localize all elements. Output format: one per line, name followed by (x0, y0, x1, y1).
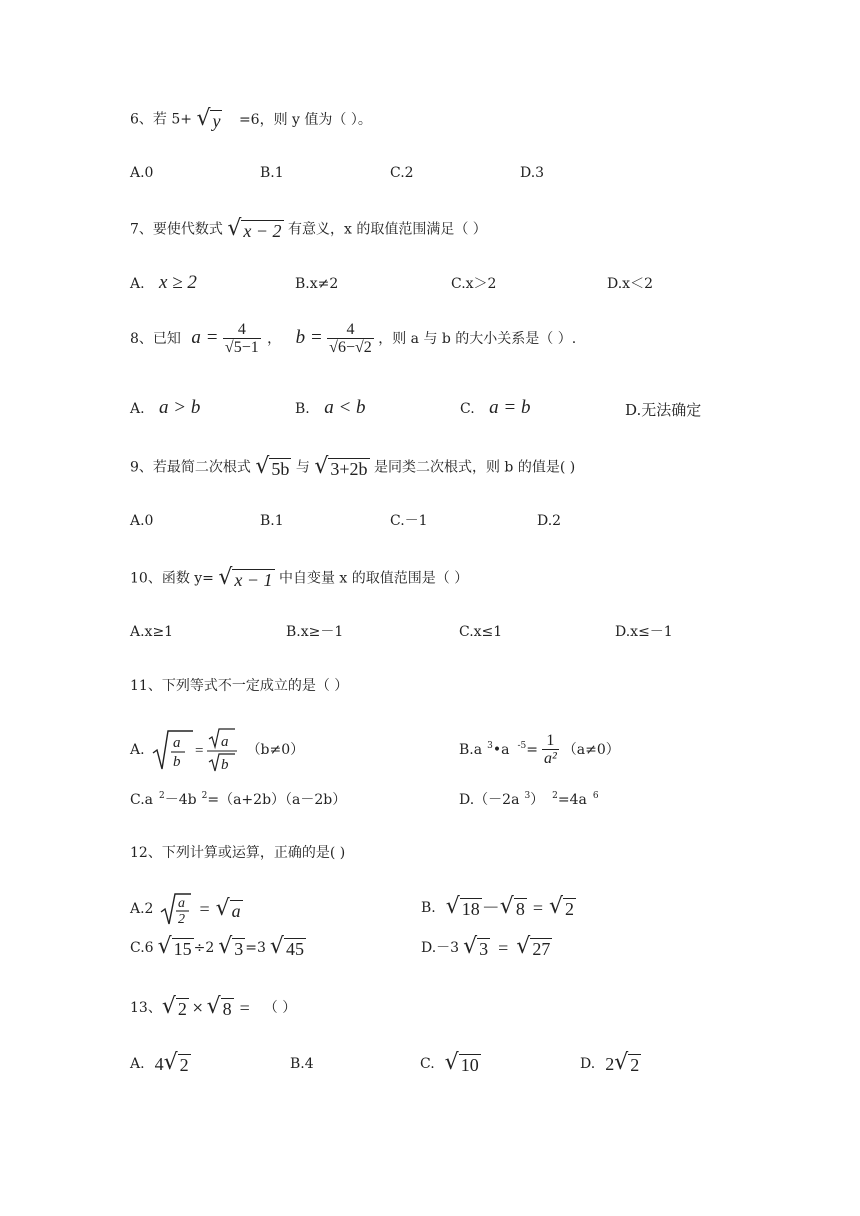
q6-suffix: =6，则 y 值为（ ）。 (238, 111, 372, 128)
q6-prefix: 6、若 5+ (130, 111, 192, 128)
q12-title: 12、下列计算或运算，正确的是( ) (130, 845, 346, 861)
q12-c-op: ÷2 (193, 939, 215, 956)
q12-b-op: － (481, 897, 500, 918)
q11-a-letter: A. (130, 742, 145, 758)
q8-b-expr: a < b (324, 397, 366, 418)
q8-a-expr: a > b (159, 397, 201, 418)
q6-radicand: y (212, 111, 221, 131)
q13-stem (130, 996, 296, 1019)
q13-a-radicand: 2 (179, 1055, 189, 1075)
q10-option-d: D.x≤－1 (615, 624, 673, 640)
q7-prefix: 7、要使代数式 (130, 221, 223, 238)
q12-c-eq: =3 (245, 939, 266, 956)
q7-suffix: 有意义，x 的取值范围满足（ ） (288, 221, 487, 238)
q8-b-num: 4 (346, 321, 355, 338)
q10-stem (130, 567, 468, 590)
q6-option-b: B.1 (260, 165, 284, 181)
q11-c-sup-1: 2 (159, 791, 165, 801)
q11-c-text-1: C.a (130, 792, 154, 808)
q13-prefix: 13、 (130, 999, 162, 1016)
q13-d-pre: D. (580, 1055, 596, 1072)
q8-b-eq: b = (295, 327, 323, 348)
q13-option-b: B.4 (290, 1056, 314, 1072)
q7-sqrt: √ x − 2 (227, 216, 282, 241)
q12-d-pre: D.－3 (421, 939, 460, 956)
q12-d-radicand-1: 3 (479, 939, 489, 959)
q8-option-d: D.无法确定 (625, 401, 702, 419)
q9-option-d: D.2 (537, 513, 562, 529)
q10-option-b: B.x≥－1 (286, 624, 344, 640)
q8-a-letter: A. (130, 401, 145, 417)
q13-c-sqrt: √ 10 (444, 1050, 479, 1075)
q9-stem (130, 456, 575, 479)
q11-c-text-2: －4b (164, 792, 197, 808)
q12-b-eq: = (532, 897, 543, 918)
q6-option-c: C.2 (390, 165, 414, 181)
q8-option-c (460, 398, 530, 419)
q12-b-radicand-1: 18 (461, 899, 480, 919)
q9-option-a: A.0 (130, 513, 154, 529)
q11-a-left-den: b (172, 754, 181, 770)
q12-option-a (130, 892, 243, 926)
q12-b-sqrt-1: √ 18 (445, 894, 480, 919)
q12-c-pre: C.6 (130, 939, 154, 956)
q12-option-d (421, 936, 552, 959)
q6-option-a: A.0 (130, 165, 154, 181)
q13-option-a (130, 1052, 191, 1075)
q11-title: 11、下列等式不一定成立的是（ ） (130, 678, 349, 694)
q11-b-fraction (542, 733, 559, 767)
q8-option-b (295, 398, 366, 419)
q12-c-sqrt-1: √ 15 (157, 934, 192, 959)
q12-b-sqrt-3: √ 2 (548, 894, 574, 919)
q7-option-a (130, 273, 197, 294)
q7-radicand: x − 2 (243, 221, 282, 241)
q6-sqrt-y: √ y (196, 106, 221, 131)
q12-a-frac-num: a (178, 896, 186, 911)
q13-d-sqrt: √ 2 (614, 1050, 640, 1075)
q9-option-b: B.1 (260, 513, 284, 529)
q11-a-right-den: b (220, 757, 229, 773)
q13-op: × (191, 999, 204, 1016)
q7-option-d: D.x＜2 (607, 276, 653, 292)
q11-option-d (459, 790, 599, 810)
q7-option-c: C.x＞2 (451, 276, 497, 292)
q10-radicand: x − 1 (234, 570, 273, 590)
q12-b-radicand-3: 2 (565, 899, 574, 919)
q13-sqrt-1: √ 2 (161, 994, 187, 1019)
q12-b-sqrt-2: √ 8 (499, 894, 525, 919)
q10-option-a: A.x≥1 (130, 624, 174, 640)
q12-a-frac-den: 2 (178, 912, 186, 926)
q13-radicand-1: 2 (177, 999, 187, 1019)
q11-b-text-1: B.a (459, 742, 483, 758)
q12-c-radicand-3: 45 (285, 939, 304, 959)
q12-d-sqrt-2: √ 27 (516, 934, 551, 959)
q8-prefix: 8、已知 (130, 331, 181, 347)
q11-b-text-3: = (526, 742, 538, 758)
q11-c-sup-2: 2 (201, 791, 208, 801)
q11-b-sup-2: -5 (517, 741, 527, 751)
q8-c-expr: a = b (489, 397, 531, 418)
q12-c-radicand-2: 3 (234, 939, 244, 959)
q11-b-num: 1 (546, 732, 555, 749)
q10-prefix: 10、函数 y= (130, 570, 214, 587)
q12-c-radicand-1: 15 (173, 939, 192, 959)
q8-c-letter: C. (460, 401, 475, 417)
q9-option-c: C.－1 (390, 513, 428, 529)
q13-c-radicand: 10 (460, 1055, 479, 1075)
q11-a-right-num: a (220, 734, 229, 750)
q7-option-b: B.x≠2 (295, 276, 339, 292)
q12-a-eq: = (199, 899, 210, 919)
q8-a-eq: a = (191, 327, 219, 348)
q11-b-den: a² (543, 750, 557, 767)
q13-sqrt-2: √ 8 (206, 994, 232, 1019)
q8-option-a (130, 398, 200, 419)
q11-d-sup-2: 2 (552, 791, 558, 801)
q13-c-pre: C. (420, 1055, 435, 1072)
q13-a-sqrt: √ 2 (163, 1050, 189, 1075)
q11-option-b (459, 730, 620, 770)
q12-a-radicand: a (231, 900, 241, 921)
q11-b-text-2: •a (492, 742, 510, 758)
q11-a-equals: = (194, 743, 204, 759)
q11-option-a (130, 728, 304, 772)
q7-stem (130, 218, 487, 241)
q9-mid: 与 (295, 459, 310, 476)
q13-radicand-2: 8 (222, 999, 232, 1019)
q10-option-c: C.x≤1 (459, 624, 503, 640)
q11-d-text-2: ） (530, 792, 545, 808)
q12-d-radicand-2: 27 (532, 939, 551, 959)
q8-suffix: ，则 a 与 b 的大小关系是（ ）. (378, 331, 577, 347)
q9-prefix: 9、若最简二次根式 (130, 459, 251, 476)
q11-a-formula (151, 727, 245, 773)
q12-c-sqrt-2: √ 3 (218, 934, 244, 959)
q11-a-left-num: a (172, 735, 181, 751)
q13-option-c (420, 1052, 481, 1075)
q11-c-text-3: =（a+2b）（a－2b） (207, 792, 347, 808)
q10-sqrt: √ x − 1 (218, 565, 273, 590)
q8-b-fraction (327, 322, 374, 356)
q13-a-pre: A. (130, 1055, 145, 1072)
q13-eq: = (239, 997, 250, 1018)
q8-a-fraction (223, 322, 261, 356)
q6-stem (130, 108, 372, 131)
q9-radicand-2: 3+2b (330, 459, 368, 479)
q11-b-sup-1: 3 (487, 741, 493, 751)
q7-a-expr: x ≥ 2 (159, 272, 197, 293)
q13-blank: （ ） (263, 999, 297, 1016)
q9-sqrt-1: √ 5b (255, 454, 290, 479)
q13-d-radicand: 2 (630, 1055, 640, 1075)
q11-d-text-3: =4a (557, 792, 587, 808)
q12-a-sqrt-sign (161, 894, 191, 924)
q9-radicand-1: 5b (271, 459, 290, 479)
q6-option-d: D.3 (520, 165, 545, 181)
q11-d-sup-1: 3 (524, 791, 531, 801)
q7-a-letter: A. (130, 276, 145, 292)
q12-option-b (421, 896, 576, 919)
q9-sqrt-2: √ 3+2b (314, 454, 368, 479)
q12-d-eq: = (498, 937, 509, 958)
q11-a-condition: （b≠0） (246, 742, 305, 758)
q11-option-c (130, 790, 346, 810)
q12-a-sqrt: √ a (215, 895, 241, 921)
q13-d-coef: 2 (605, 1053, 615, 1074)
q8-a-num: 4 (237, 321, 246, 338)
q8-a-den: √5−1 (224, 339, 259, 356)
q12-option-c (130, 936, 306, 959)
q11-d-sup-3: 6 (592, 791, 599, 801)
q8-b-letter: B. (295, 401, 310, 417)
q11-b-condition: （a≠0） (562, 742, 620, 758)
q8-b-den: √6−√2 (329, 339, 372, 356)
q12-a-pre: A.2 (130, 901, 154, 917)
q10-suffix: 中自变量 x 的取值范围是（ ） (278, 570, 469, 587)
q12-a-sqrt-frac (159, 892, 193, 926)
q12-d-sqrt-1: √ 3 (463, 934, 489, 959)
q11-d-text-1: D.（－2a (459, 792, 520, 808)
q9-suffix: 是同类二次根式，则 b 的值是( ) (373, 459, 576, 476)
q12-b-pre: B. (421, 899, 436, 916)
q12-b-radicand-2: 8 (515, 899, 525, 919)
q13-a-coef: 4 (154, 1053, 164, 1074)
q12-c-sqrt-3: √ 45 (269, 934, 304, 959)
q13-option-d (580, 1052, 641, 1075)
q8-stem: 8、已知 a = $\frac{4}{√5-1}$ ， b = $\frac{4}{√6-√2}$ ，则 a 与 b 的大小关系是（ ）. (130, 321, 577, 356)
